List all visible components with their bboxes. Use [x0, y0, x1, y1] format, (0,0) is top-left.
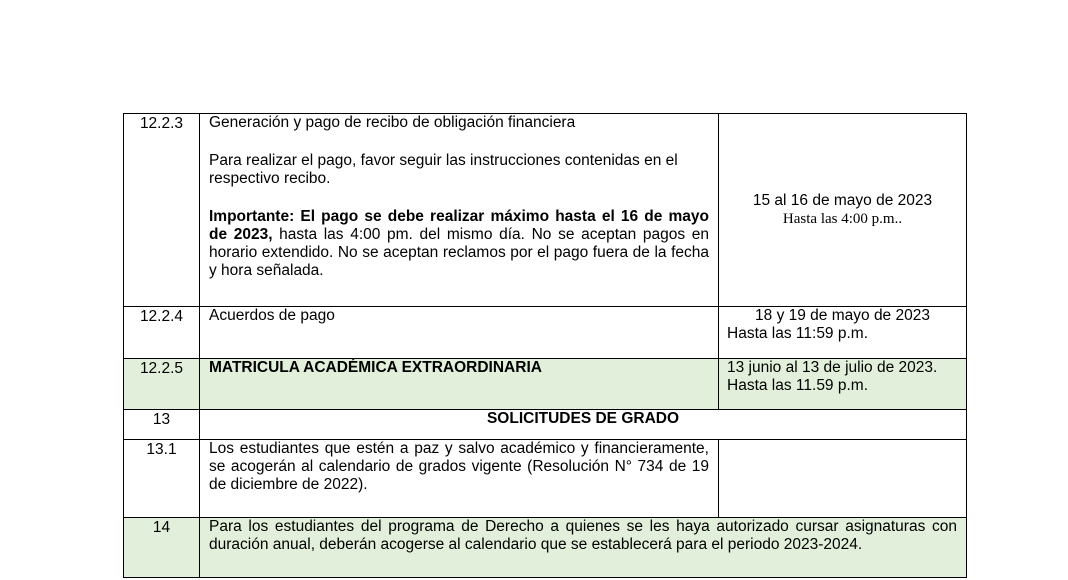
- item-dates: [719, 114, 967, 307]
- important-note-bold: Importante: El pago se debe realizar máximo hasta el 16 de mayo de 2023,: [209, 208, 709, 243]
- item-title: Generación y pago de recibo de obligación financiera: [209, 114, 576, 131]
- item-number: 12.2.4: [124, 307, 200, 359]
- table-row: [124, 359, 967, 410]
- deadline-time: Hasta las 4:00 p.m..: [782, 211, 903, 227]
- table-row: [124, 410, 967, 440]
- item-number: 13.1: [124, 440, 200, 518]
- payment-instructions: Para realizar el pago, favor seguir las instrucciones contenidas en el respectivo recibo.: [209, 152, 678, 187]
- table-row: [124, 440, 967, 518]
- important-note: [209, 208, 709, 280]
- date-range: 13 junio al 13 de julio de 2023.: [727, 359, 938, 376]
- item-description: Los estudiantes que estén a paz y salvo académico y financieramente, se acogerán al calendario de grados vigente (Resolución N° 734 de 19 de diciembre de 2022).: [200, 440, 719, 518]
- section-title: SOLICITUDES DE GRADO: [200, 410, 967, 440]
- item-dates: [719, 359, 967, 410]
- item-dates: [719, 440, 967, 518]
- item-description: Para los estudiantes del programa de Derecho a quienes se les haya autorizado cursar asignaturas con duración anual, deberán acogerse al calendario que se establecerá para el periodo 2023-2024.: [200, 518, 967, 578]
- item-number: 12.2.3: [124, 114, 200, 307]
- section-number: 13: [124, 410, 200, 440]
- table-row: [124, 114, 967, 307]
- item-description: [200, 114, 719, 307]
- item-dates: [719, 307, 967, 359]
- calendar-table: [123, 113, 967, 578]
- item-description: MATRICULA ACADÉMICA EXTRAORDINARIA: [200, 359, 719, 410]
- table-row: [124, 307, 967, 359]
- item-description: Acuerdos de pago: [200, 307, 719, 359]
- deadline-time: Hasta las 11.59 p.m.: [727, 377, 869, 394]
- table-row: [124, 518, 967, 578]
- date-range: 15 al 16 de mayo de 2023: [752, 192, 933, 209]
- item-number: 14: [124, 518, 200, 578]
- important-note-rest: hasta las 4:00 pm. del mismo día. No se aceptan pagos en horario extendido. No se aceptan reclamos por el pago fuera de la fecha y hora señalada.: [209, 226, 710, 279]
- date-range: 18 y 19 de mayo de 2023: [755, 307, 930, 324]
- item-number: 12.2.5: [124, 359, 200, 410]
- deadline-time: Hasta las 11:59 p.m.: [727, 325, 869, 342]
